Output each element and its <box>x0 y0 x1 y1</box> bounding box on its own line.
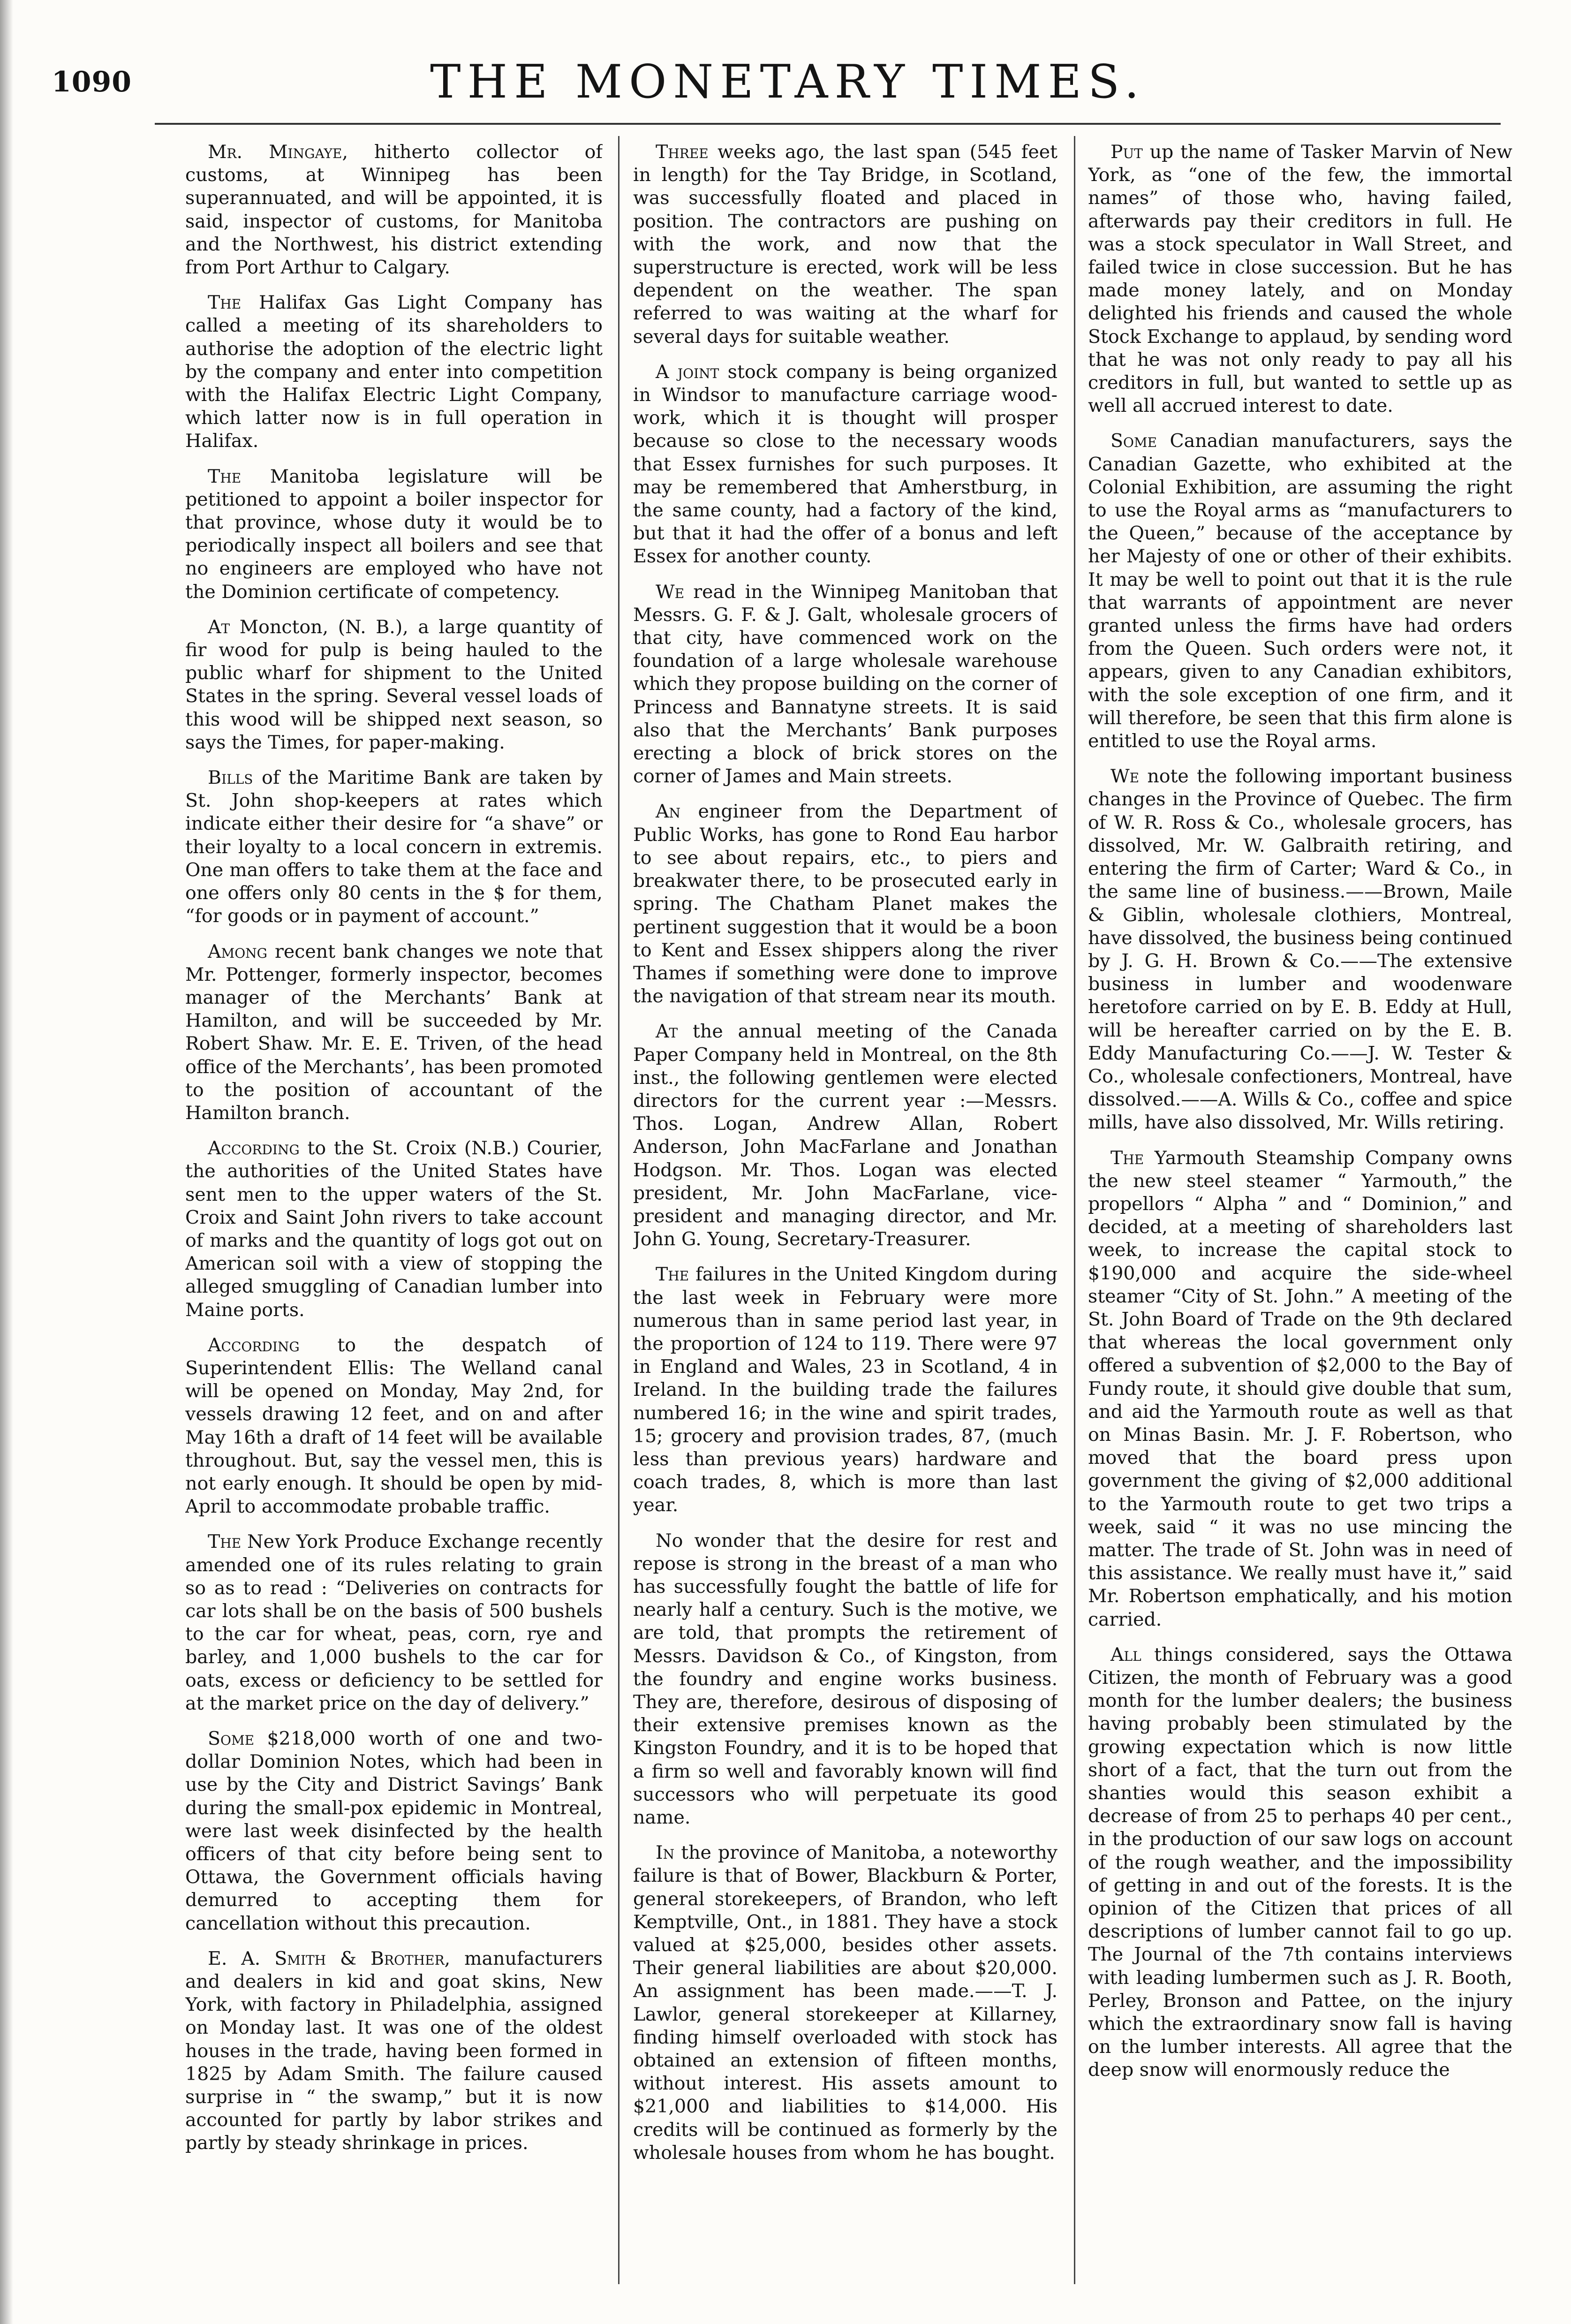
paragraph-lead: Mr. Mingaye <box>208 141 342 163</box>
paragraph-text: Halifax Gas Light Company has called a meeting of its shareholders to authorise the adoption of the electric light by the company and enter into competition with the Halifax Electric Light Company, which latter now is in full operation in Halifax. <box>185 292 603 452</box>
article-paragraph <box>633 800 1057 1008</box>
paragraph-text: , manufacturers and dealers in kid and goat skins, New York, with factory in Philadelphia, assigned on Monday last. It was one of the oldest houses in the trade, having been formed in 1825 by Adam Smith. The failure caused surprise in “ the swamp,” but it is now accounted for partly by labor strikes and partly by steady shrinkage in prices. <box>185 1947 603 2154</box>
paragraph-text: engineer from the Department of Public Works, has gone to Rond Eau harbor to see about repairs, etc., to piers and breakwater there, to be prosecuted early in spring. The Chatham Planet makes the pertinent suggestion that it would be a boon to Kent and Essex shippers along the river Thames if something were done to improve the navigation of that stream near its mouth. <box>633 801 1057 1007</box>
paragraph-text: note the following important business changes in the Province of Quebec. The firm of W. R. Ross & Co., wholesale grocers, has dissolved, Mr. W. Galbraith retiring, and entering the firm of Carter; Ward & Co., in the same line of business.——Brown, Maile & Giblin, wholesale clothiers, Montreal, have dissolved, the business being continued by J. G. H. Brown & Co.——The extensive business in lumber and woodenware heretofore carried on by E. B. Eddy at Hull, will be hereafter carried on by the E. B. Eddy Manufacturing Co.——J. W. Tester & Co., wholesale confectioners, Montreal, have dissolved.——A. Wills & Co., coffee and spice mills, have also dissolved, Mr. Wills retiring. <box>1088 765 1512 1134</box>
paragraph-lead: An <box>656 801 681 823</box>
article-paragraph <box>185 1334 603 1519</box>
article-paragraph <box>633 1841 1057 2165</box>
column-divider <box>1074 136 1075 2284</box>
paragraph-text: read in the Winnipeg Manitoban that Messrs. G. F. & J. Galt, wholesale grocers of that city, have commenced work on the foundation of a large wholesale warehouse which they propose building on the corner of Princess and Bannatyne streets. It is said also that the Merchants’ Bank purposes erecting a block of brick stores on the corner of James and Main streets. <box>633 581 1057 787</box>
article-paragraph <box>185 1530 603 1715</box>
paragraph-text: weeks ago, the last span (545 feet in length) for the Tay Bridge, in Scotland, was successfully floated and placed in position. The contractors are pushing on with the work, and now that the superstructure is erected, work will be less dependent on the weather. The span referred to was waiting at the wharf for several days for suitable weather. <box>633 141 1057 348</box>
article-paragraph <box>633 1263 1057 1517</box>
column-1 <box>185 141 603 2284</box>
page-number: 1090 <box>52 66 132 98</box>
column-divider <box>618 136 619 2284</box>
paragraph-text: to the despatch of Superintendent Ellis: The Welland canal will be opened on Monday, May 2nd, for vessels drawing 12 feet, and on and after May 16th a draft of 14 feet will be available throughout. But, say the vessel men, this is not early enough. It should be open by mid-April to accommodate probable traffic. <box>185 1334 603 1518</box>
paragraph-lead: The <box>1110 1147 1144 1169</box>
paragraph-text: No wonder that the desire for rest and repose is strong in the breast of a man who has successfully fought the battle of life for nearly half a century. Such is the motive, we are told, that prompts the retirement of Messrs. Davidson & Co., of Kingston, from the foundry and engine works business. They are, therefore, desirous of disposing of their extensive premises known as the Kingston Foundry, and it is to be hoped that a firm so well and favorably known will find successors who will perpetuate its good name. <box>633 1529 1057 1829</box>
paragraph-lead: Bills <box>208 767 253 789</box>
article-paragraph <box>185 465 603 604</box>
paragraph-lead: Some <box>1110 430 1157 452</box>
article-paragraph <box>633 1529 1057 1830</box>
masthead-title: THE MONETARY TIMES. <box>430 55 1146 109</box>
paragraph-lead: According <box>208 1334 300 1356</box>
paragraph-text: recent bank changes we note that Mr. Pottenger, formerly inspector, becomes manager of the Merchants’ Bank at Hamilton, and will be succeeded by Mr. Robert Shaw. Mr. E. E. Triven, of the head office of the Merchants’, has been promoted to the position of accountant of the Hamilton branch. <box>185 940 603 1124</box>
paragraph-lead: At <box>656 1021 678 1043</box>
article-paragraph <box>1088 765 1512 1134</box>
paragraph-lead: The <box>208 1531 242 1553</box>
paragraph-text: Moncton, (N. B.), a large quantity of fir wood for pulp is being hauled to the public wharf for shipment to the United States in the spring. Several vessel loads of this wood will be shipped next season, so says the Times, for paper-making. <box>185 616 603 753</box>
paragraph-lead: Some <box>208 1728 255 1749</box>
paragraph-text: , hitherto collector of customs, at Winnipeg has been superannuated, and will be appointed, it is said, inspector of customs, for Manitoba and the Northwest, his district extending from Port Arthur to Calgary. <box>185 141 603 279</box>
paragraph-text: failures in the United Kingdom during the last week in February were more numerous than in same period last year, in the proportion of 124 to 119. There were 97 in England and Wales, 23 in Scotland, 4 in Ireland. In the building trade the failures numbered 16; in the wine and spirit trades, 15; grocery and provision trades, 87, (much less than previous years) hardware and coach trades, 8, which is more than last year. <box>633 1264 1057 1516</box>
page-header <box>42 55 1533 112</box>
paragraph-text: Canadian manufacturers, says the Canadian Gazette, who exhibited at the Colonial Exhibition, are assuming the right to use the Royal arms as “manufacturers to the Queen,” because of the acceptance by her Majesty of one or other of their exhibits. It may be well to point out that it is the rule that warrants of appointment are never granted unless the firms have had orders from the Queen. Such orders were not, it appears, given to any Canadian exhibitors, with the sole exception of one firm, and it will therefore, be seen that this firm alone is entitled to use the Royal arms. <box>1088 430 1512 752</box>
paragraph-text: the annual meeting of the Canada Paper Company held in Montreal, on the 8th inst., the following gentlemen were elected directors for the current year :—Messrs. Thos. Logan, Andrew Allan, Robert Anderson, John MacFarlane and Jonathan Hodgson. Mr. Thos. Logan was elected president, Mr. John MacFarlane, vice-president and managing director, and Mr. John G. Young, Secretary-Treasurer. <box>633 1021 1057 1250</box>
paragraph-text: $218,000 worth of one and two-dollar Dominion Notes, which had been in use by the City and District Savings’ Bank during the small-pox epidemic in Montreal, were last week disinfected by the health officers of that city before being sent to Ottawa, the Government officials having demurred to accepting them for cancellation without this precaution. <box>185 1728 603 1934</box>
paragraph-text: up the name of Tasker Marvin of New York, as “one of the few, the immortal names” of those who, having failed, afterwards pay their creditors in full. He was a stock speculator in Wall Street, and failed twice in close succession. But he has made money lately, and on Monday delighted his friends and caused the whole Stock Exchange to applaud, by sending word that he was not only ready to pay all his creditors in full, but wanted to settle up as well all accrued interest to date. <box>1088 141 1512 417</box>
paragraph-lead: The <box>208 292 242 314</box>
paragraph-lead: E. A. Smith & Brother <box>208 1947 445 1969</box>
article-paragraph <box>185 1947 603 2155</box>
paragraph-text: things considered, says the Ottawa Citizen, the month of February was a good month for the lumber dealers; the business having probably been stimulated by the growing expectation which is now little short of a fact, that the turn out from the shanties would this season exhibit a decrease of from 25 to perhaps 40 per cent., in the production of our saw logs on account of the rough weather, and the impossibility of getting in and out of the forests. It is the opinion of the Citizen that prices of all descriptions of lumber cannot fail to go up. The Journal of the 7th contains interviews with leading lumbermen such as J. R. Booth, Perley, Bronson and Pattee, on the injury which the extraordinary snow fall is having on the lumber interests. All agree that the deep snow will enormously reduce the <box>1088 1643 1512 2081</box>
header-rule <box>155 123 1501 125</box>
article-paragraph <box>185 1137 603 1322</box>
paragraph-lead: A joint <box>656 361 719 383</box>
article-paragraph <box>1088 141 1512 417</box>
article-paragraph <box>185 291 603 453</box>
paragraph-lead: We <box>656 581 685 603</box>
paragraph-text: New York Produce Exchange recently amended one of its rules relating to grain so as to read : “Deliveries on contracts for car lots shall be on the basis of 500 bushels to the car for wheat, peas, corn, rye and barley, and 1,000 bushels to the car for oats, excess or deficiency to be settled for at the market price on the day of delivery.” <box>185 1531 603 1714</box>
article-paragraph <box>633 361 1057 568</box>
article-paragraph <box>633 581 1057 788</box>
paragraph-lead: In <box>656 1842 675 1864</box>
article-paragraph <box>185 766 603 928</box>
paragraph-lead: We <box>1110 765 1140 787</box>
paragraph-text: stock company is being organized in Windsor to manufacture carriage wood-work, which it is thought will prosper because so close to the necessary woods that Essex furnishes for such purposes. It may be remembered that Amherstburg, in the same county, had a factory of the kind, but that it had the offer of a bonus and left Essex for another county. <box>633 361 1057 568</box>
paragraph-lead: The <box>208 465 242 487</box>
article-paragraph <box>185 141 603 279</box>
paragraph-text: of the Maritime Bank are taken by St. John shop-keepers at rates which indicate either their desire for “a shave” or their loyalty to a local concern in extremis. One man offers to take them at the face and one offers only 80 cents in the $ for them, “for goods or in payment of account.” <box>185 767 603 927</box>
paragraph-lead: All <box>1110 1643 1141 1665</box>
article-paragraph <box>633 1020 1057 1251</box>
article-paragraph <box>1088 1643 1512 2082</box>
paragraph-text: Manitoba legislature will be petitioned to appoint a boiler inspector for that province, whose duty it would be to periodically inspect all boilers and see that no engineers are employed who have not the Dominion certificate of competency. <box>185 465 603 603</box>
column-3 <box>1088 141 1512 2284</box>
paragraph-text: Yarmouth Steamship Company owns the new steel steamer “ Yarmouth,” the propellors “ Alpha ” and “ Dominion,” and decided, at a meeting of shareholders last week, to increase the capital stock to $190,000 and acquire the side-wheel steamer “City of St. John.” A meeting of the St. John Board of Trade on the 9th declared that whereas the local government only offered a subvention of $2,000 to the Bay of Fundy route, it should give double that sum, and aid the Yarmouth route as well as that on Minas Basin. Mr. J. F. Robertson, who moved that the board press upon government the giving of $2,000 additional to the Yarmouth route to get two trips a week, said “ it was no use mincing the matter. The trade of St. John was in need of this assistance. We really must have it,” said Mr. Robertson emphatically, and his motion carried. <box>1088 1147 1512 1630</box>
paragraph-lead: According <box>208 1137 300 1159</box>
article-paragraph <box>633 141 1057 348</box>
article-paragraph <box>185 1727 603 1935</box>
paragraph-lead: Put <box>1110 141 1143 163</box>
article-paragraph <box>185 616 603 754</box>
article-paragraph <box>185 940 603 1125</box>
paragraph-lead: The <box>656 1264 689 1286</box>
paragraph-lead: Among <box>208 940 268 962</box>
article-paragraph <box>1088 430 1512 753</box>
paragraph-text: the province of Manitoba, a noteworthy failure is that of Bower, Blackburn & Porter, general storekeepers, of Brandon, who left Kemptville, Ont., in 1881. They have a stock valued at $25,000, besides other assets. Their general liabilities are about $20,000. An assignment has been made.——T. J. Lawlor, general storekeeper at Killarney, finding himself overloaded with stock has obtained an extension of fifteen months, without interest. His assets amount to $21,000 and liabilities to $14,000. His credits will be continued as formerly by the wholesale houses from whom he has bought. <box>633 1842 1057 2164</box>
paragraph-text: to the St. Croix (N.B.) Courier, the authorities of the United States have sent men to the upper waters of the St. Croix and Saint John rivers to take account of marks and the quantity of logs got out on American soil with a view of stopping the alleged smuggling of Canadian lumber into Maine ports. <box>185 1137 603 1321</box>
column-2 <box>633 141 1057 2284</box>
paragraph-lead: At <box>208 616 230 638</box>
page-binding-edge <box>0 0 13 2324</box>
article-paragraph <box>1088 1147 1512 1631</box>
paragraph-lead: Three <box>656 141 709 163</box>
